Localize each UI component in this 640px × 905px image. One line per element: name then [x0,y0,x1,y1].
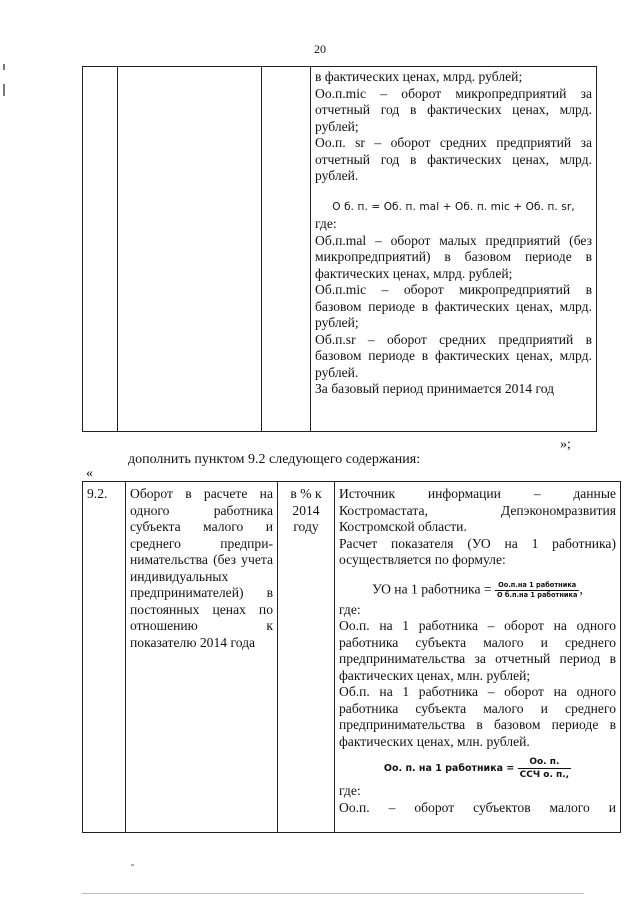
page-number: 20 [314,42,326,56]
method-definition: Оо.п. – оборот субъектов малого и [339,799,616,815]
method-definition: Об.п.sr – оборот средних предприятий в базовом периоде в фактических ценах, млрд. рублей. [315,331,592,380]
where-label: где: [315,216,337,231]
uo-formula-numerator: Оо.п.на 1 работника [495,581,579,591]
uo-formula [339,581,616,600]
method-cell [335,482,621,833]
turnover-per-worker-formula [339,756,616,781]
unit-text: в % к 2014 году [290,486,322,534]
page-bottom-rule [82,893,584,894]
unit-cell [278,482,335,833]
margin-mark-2 [3,84,5,96]
turnover-formula: О б. п. = Об. п. mal + Об. п. mic + Об. п. sr, [332,200,575,213]
uo-formula-denominator: О б.п.на 1 работника [496,590,578,599]
indicator-name-cell [126,482,278,833]
table1-number-cell [83,67,118,432]
uo-formula-lhs: УО на 1 работника = [372,581,492,597]
base-period-note: За базовый период принимается 2014 год [315,381,555,396]
method-text-line: в фактических ценах, млрд. рублей; [315,69,523,84]
margin-mark-1 [3,64,5,70]
method-definition: Об.п. на 1 работника – оборот на одного работника субъекта малого и среднего предпринимательства в базовом периоде в фактических ценах, млн. рублей. [339,684,616,749]
scan-mark [131,864,134,866]
method-definition: Об.п.mal – оборот малых предприятий (без микропредприятий) в базовом периоде в фактических ценах, млрд. рублей; [315,232,592,281]
amendment-text: дополнить пунктом 9.2 следующего содержания: [128,452,421,467]
turnover-formula-fraction [518,756,571,781]
where-label: где: [339,601,361,617]
method-definition: Оо.п. sr – оборот средних предприятий за отчетный год в фактических ценах, млрд. рублей. [315,135,592,183]
method-definition: Оо.п.mic – оборот микропредприятий за отчетный год в фактических ценах, млрд. рублей; [315,85,592,134]
source-text: Источник информации – данные Костромастата, Депэкономразвития Костромской области. [339,486,616,534]
turnover-formula-lhs: Оо. п. на 1 работника = [383,763,515,774]
turnover-formula-denominator: ССЧ о. п., [519,770,570,780]
calculation-text: Расчет показателя (УО на 1 работника) осуществляется по формуле: [339,535,616,567]
opening-quote: « [86,466,93,481]
table1-method-cell [311,67,597,432]
uo-formula-suffix: , [579,581,583,597]
method-definition: Об.п.mic – оборот микропредприятий в базовом периоде в фактических ценах, млрд. рублей; [315,282,592,330]
where-label: где: [339,783,361,798]
indicator-name: Оборот в расчете на одного работника субъекта малого и среднего предпри-нимательства (без учета индивидуальных предпринимателей) в постоянных ценах по отношению к показателю 2014 года [130,486,273,650]
closing-quote: »; [560,437,571,452]
uo-formula-fraction [495,581,579,600]
item-number: 9.2. [87,486,108,501]
method-definition: Оо.п. на 1 работника – оборот на одного работника субъекта малого и среднего предпринимательства за отчетный период в фактических ценах, млн. рублей; [339,618,616,683]
table1-unit-cell [262,67,311,432]
item-number-cell [83,482,126,833]
indicator-table-continued [82,66,597,432]
turnover-formula-numerator: Оо. п. [518,756,571,769]
indicator-table-9-2 [82,481,621,833]
table1-indicator-cell [118,67,262,432]
